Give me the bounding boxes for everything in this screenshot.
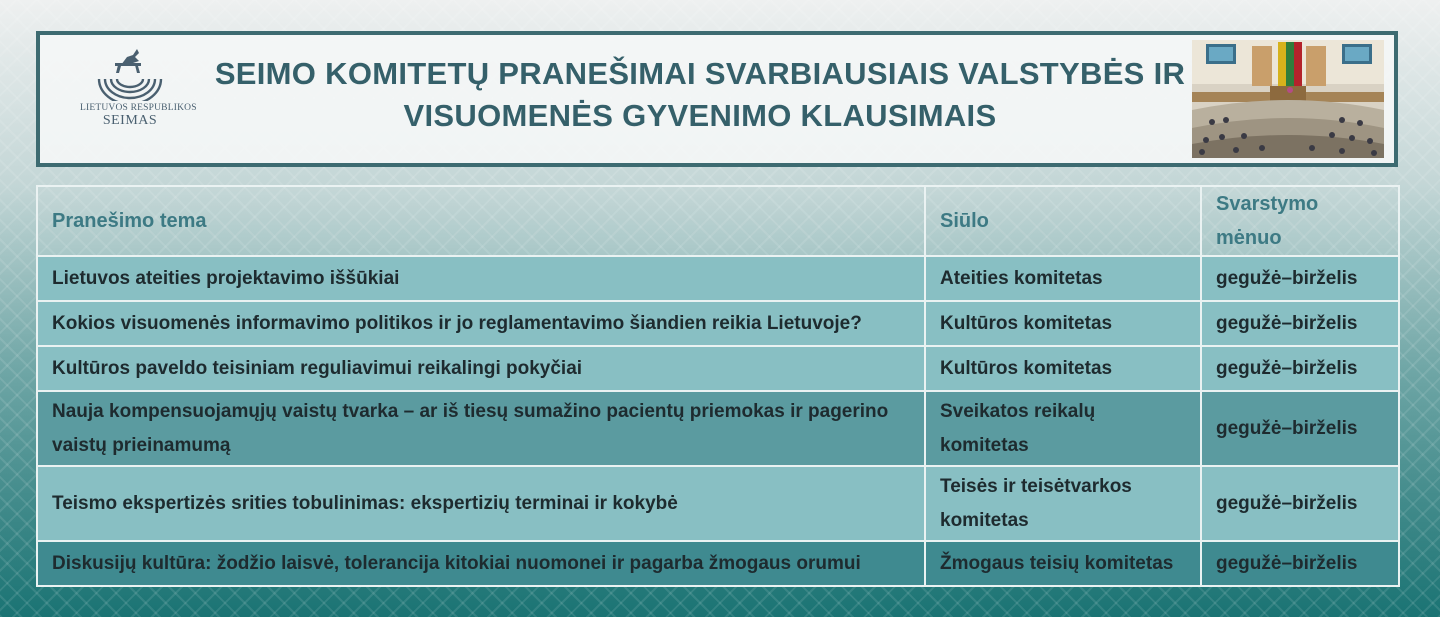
cell-proposer: Kultūros komitetas — [925, 346, 1201, 391]
cell-topic: Kokios visuomenės informavimo politikos ir jo reglamentavimo šiandien reikia Lietuvoje? — [37, 301, 925, 346]
parliament-hall-photo — [1192, 40, 1384, 158]
table-row — [37, 346, 1399, 391]
table-row — [37, 301, 1399, 346]
table-row — [37, 466, 1399, 541]
cell-topic: Kultūros paveldo teisiniam reguliavimui reikalingi pokyčiai — [37, 346, 925, 391]
cell-proposer: Teisės ir teisėtvarkos komitetas — [925, 466, 1201, 541]
table-header-row — [37, 186, 1399, 256]
column-header-proposer: Siūlo — [925, 186, 1201, 256]
cell-topic: Teismo ekspertizės srities tobulinimas: ekspertizių terminai ir kokybė — [37, 466, 925, 541]
cell-month: gegužė–birželis — [1201, 541, 1399, 586]
reports-table — [36, 185, 1400, 587]
cell-topic: Diskusijų kultūra: žodžio laisvė, tolerancija kitokiai nuomonei ir pagarba žmogaus orumui — [37, 541, 925, 586]
cell-proposer: Ateities komitetas — [925, 256, 1201, 301]
table-row — [37, 391, 1399, 466]
cell-month: gegužė–birželis — [1201, 391, 1399, 466]
cell-month: gegužė–birželis — [1201, 466, 1399, 541]
cell-topic: Lietuvos ateities projektavimo iššūkiai — [37, 256, 925, 301]
cell-month: gegužė–birželis — [1201, 256, 1399, 301]
cell-month: gegužė–birželis — [1201, 301, 1399, 346]
title-line-1: SEIMO KOMITETŲ PRANEŠIMAI SVARBIAUSIAIS VALSTYBĖS IR — [214, 56, 1186, 91]
seimas-logo — [80, 43, 197, 155]
column-header-topic: Pranešimo tema — [37, 186, 925, 256]
header-banner — [36, 31, 1398, 167]
seimas-emblem-icon — [93, 43, 167, 101]
table-row — [37, 541, 1399, 586]
cell-month: gegužė–birželis — [1201, 346, 1399, 391]
page-title — [200, 53, 1200, 137]
title-line-2: VISUOMENĖS GYVENIMO KLAUSIMAIS — [403, 98, 997, 133]
column-header-month: Svarstymo mėnuo — [1201, 186, 1399, 256]
cell-proposer: Žmogaus teisių komitetas — [925, 541, 1201, 586]
logo-text-bottom: SEIMAS — [102, 113, 158, 128]
cell-proposer: Sveikatos reikalų komitetas — [925, 391, 1201, 466]
table-row — [37, 256, 1399, 301]
logo-text-top: LIETUVOS RESPUBLIKOS — [80, 103, 197, 113]
cell-topic: Nauja kompensuojamųjų vaistų tvarka – ar iš tiesų sumažino pacientų priemokas ir pagerino vaistų prieinamumą — [37, 391, 925, 466]
cell-proposer: Kultūros komitetas — [925, 301, 1201, 346]
